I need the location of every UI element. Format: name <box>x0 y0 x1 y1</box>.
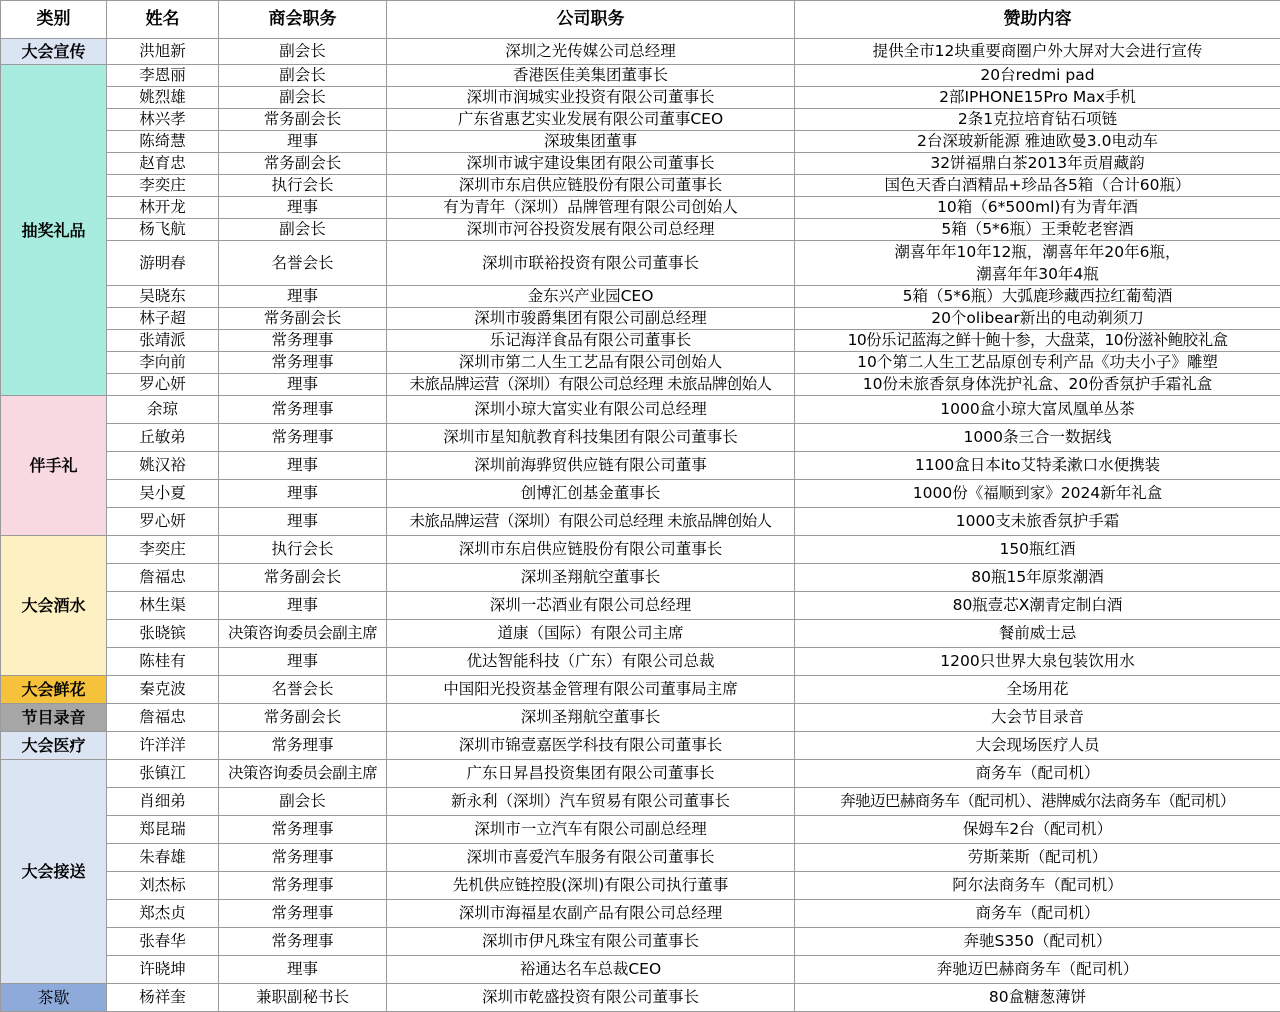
table-row <box>1 175 1280 197</box>
chamber-role-cell: 常务副会长 <box>219 564 387 592</box>
header-company-position: 公司职务 <box>387 1 795 39</box>
sponsorship-cell: 10份未旅香氛身体洗护礼盒、20份香氛护手霜礼盒 <box>795 374 1280 396</box>
table-row <box>1 308 1280 330</box>
table-row <box>1 39 1280 65</box>
company-position-cell: 深圳市伊凡珠宝有限公司董事长 <box>387 928 795 956</box>
chamber-role-cell: 常务理事 <box>219 330 387 352</box>
table-row <box>1 760 1280 788</box>
name-cell: 张春华 <box>107 928 219 956</box>
sponsorship-cell: 商务车（配司机） <box>795 760 1280 788</box>
company-position-cell: 深圳市乾盛投资有限公司董事长 <box>387 984 795 1012</box>
name-cell: 詹福忠 <box>107 704 219 732</box>
chamber-role-cell: 理事 <box>219 956 387 984</box>
table-row <box>1 452 1280 480</box>
chamber-role-cell: 决策咨询委员会副主席 <box>219 760 387 788</box>
sponsorship-cell: 20台redmi pad <box>795 65 1280 87</box>
chamber-role-cell: 理事 <box>219 286 387 308</box>
company-position-cell: 先机供应链控股(深圳)有限公司执行董事 <box>387 872 795 900</box>
table-row <box>1 65 1280 87</box>
chamber-role-cell: 常务理事 <box>219 900 387 928</box>
table-row <box>1 592 1280 620</box>
table-row <box>1 131 1280 153</box>
table-row <box>1 480 1280 508</box>
table-row <box>1 816 1280 844</box>
table-row <box>1 508 1280 536</box>
sponsorship-cell: 1200只世界大泉包装饮用水 <box>795 648 1280 676</box>
sponsor-table-body <box>1 39 1280 1012</box>
company-position-cell: 深圳市润城实业投资有限公司董事长 <box>387 87 795 109</box>
sponsorship-cell: 10箱（6*500ml)有为青年酒 <box>795 197 1280 219</box>
chamber-role-cell: 常务理事 <box>219 872 387 900</box>
table-row <box>1 956 1280 984</box>
category-cell: 大会酒水 <box>1 536 107 676</box>
company-position-cell: 新永利（深圳）汽车贸易有限公司董事长 <box>387 788 795 816</box>
category-cell: 茶歇 <box>1 984 107 1012</box>
table-row <box>1 984 1280 1012</box>
company-position-cell: 深圳圣翔航空董事长 <box>387 704 795 732</box>
header-name: 姓名 <box>107 1 219 39</box>
name-cell: 游明春 <box>107 241 219 286</box>
table-row <box>1 330 1280 352</box>
table-row <box>1 153 1280 175</box>
chamber-role-cell: 副会长 <box>219 219 387 241</box>
name-cell: 林兴孝 <box>107 109 219 131</box>
name-cell: 李向前 <box>107 352 219 374</box>
table-row <box>1 732 1280 760</box>
table-row <box>1 374 1280 396</box>
company-position-cell: 深圳一芯酒业有限公司总经理 <box>387 592 795 620</box>
sponsorship-cell: 餐前威士忌 <box>795 620 1280 648</box>
sponsorship-cell: 1000盒小琼大富凤凰单丛茶 <box>795 396 1280 424</box>
chamber-role-cell: 执行会长 <box>219 536 387 564</box>
sponsorship-cell: 奔驰迈巴赫商务车（配司机） <box>795 956 1280 984</box>
sponsorship-cell: 奔驰S350（配司机） <box>795 928 1280 956</box>
name-cell: 罗心妍 <box>107 508 219 536</box>
name-cell: 李奕庄 <box>107 175 219 197</box>
company-position-cell: 深圳市锦壹嘉医学科技有限公司董事长 <box>387 732 795 760</box>
table-row <box>1 620 1280 648</box>
header-category: 类别 <box>1 1 107 39</box>
sponsorship-cell: 劳斯莱斯（配司机） <box>795 844 1280 872</box>
company-position-cell: 深圳市骏爵集团有限公司副总经理 <box>387 308 795 330</box>
table-row <box>1 424 1280 452</box>
chamber-role-cell: 理事 <box>219 648 387 676</box>
chamber-role-cell: 理事 <box>219 374 387 396</box>
name-cell: 林子超 <box>107 308 219 330</box>
chamber-role-cell: 兼职副秘书长 <box>219 984 387 1012</box>
name-cell: 许洋洋 <box>107 732 219 760</box>
sponsorship-cell: 80瓶壹芯X潮青定制白酒 <box>795 592 1280 620</box>
sponsorship-cell: 阿尔法商务车（配司机） <box>795 872 1280 900</box>
company-position-cell: 深圳市一立汽车有限公司副总经理 <box>387 816 795 844</box>
company-position-cell: 未旅品牌运营（深圳）有限公司总经理 未旅品牌创始人 <box>387 374 795 396</box>
header-row <box>1 1 1280 39</box>
name-cell: 丘敏弟 <box>107 424 219 452</box>
header-chamber-role: 商会职务 <box>219 1 387 39</box>
company-position-cell: 深圳之光传媒公司总经理 <box>387 39 795 65</box>
name-cell: 姚烈雄 <box>107 87 219 109</box>
sponsorship-cell: 商务车（配司机） <box>795 900 1280 928</box>
name-cell: 许晓坤 <box>107 956 219 984</box>
name-cell: 余琼 <box>107 396 219 424</box>
company-position-cell: 深圳市河谷投资发展有限公司总经理 <box>387 219 795 241</box>
table-row <box>1 219 1280 241</box>
name-cell: 吴小夏 <box>107 480 219 508</box>
chamber-role-cell: 常务副会长 <box>219 704 387 732</box>
category-cell: 大会接送 <box>1 760 107 984</box>
company-position-cell: 乐记海洋食品有限公司董事长 <box>387 330 795 352</box>
chamber-role-cell: 名誉会长 <box>219 676 387 704</box>
company-position-cell: 道康（国际）有限公司主席 <box>387 620 795 648</box>
name-cell: 李恩丽 <box>107 65 219 87</box>
chamber-role-cell: 副会长 <box>219 65 387 87</box>
table-row <box>1 676 1280 704</box>
company-position-cell: 深圳小琼大富实业有限公司总经理 <box>387 396 795 424</box>
company-position-cell: 深玻集团董事 <box>387 131 795 153</box>
chamber-role-cell: 常务理事 <box>219 844 387 872</box>
sponsorship-cell: 5箱（5*6瓶）大弧鹿珍藏西拉红葡萄酒 <box>795 286 1280 308</box>
name-cell: 杨祥奎 <box>107 984 219 1012</box>
company-position-cell: 深圳市海福星农副产品有限公司总经理 <box>387 900 795 928</box>
company-position-cell: 深圳市喜爱汽车服务有限公司董事长 <box>387 844 795 872</box>
name-cell: 秦克波 <box>107 676 219 704</box>
name-cell: 杨飞航 <box>107 219 219 241</box>
chamber-role-cell: 名誉会长 <box>219 241 387 286</box>
company-position-cell: 深圳市星知航教育科技集团有限公司董事长 <box>387 424 795 452</box>
name-cell: 陈绮慧 <box>107 131 219 153</box>
chamber-role-cell: 常务副会长 <box>219 109 387 131</box>
chamber-role-cell: 常务理事 <box>219 424 387 452</box>
sponsorship-cell: 国色天香白酒精品+珍品各5箱（合计60瓶） <box>795 175 1280 197</box>
chamber-role-cell: 理事 <box>219 452 387 480</box>
sponsorship-cell: 1000份《福顺到家》2024新年礼盒 <box>795 480 1280 508</box>
sponsorship-cell: 5箱（5*6瓶）王秉乾老窖酒 <box>795 219 1280 241</box>
company-position-cell: 有为青年（深圳）品牌管理有限公司创始人 <box>387 197 795 219</box>
chamber-role-cell: 决策咨询委员会副主席 <box>219 620 387 648</box>
table-row <box>1 109 1280 131</box>
table-row <box>1 564 1280 592</box>
header-sponsorship: 赞助内容 <box>795 1 1280 39</box>
chamber-role-cell: 常务理事 <box>219 816 387 844</box>
name-cell: 刘杰标 <box>107 872 219 900</box>
company-position-cell: 深圳市诚宇建设集团有限公司董事长 <box>387 153 795 175</box>
category-cell: 大会医疗 <box>1 732 107 760</box>
sponsorship-cell: 大会节目录音 <box>795 704 1280 732</box>
chamber-role-cell: 常务副会长 <box>219 308 387 330</box>
sponsorship-cell: 奔驰迈巴赫商务车（配司机）、港牌威尔法商务车（配司机） <box>795 788 1280 816</box>
chamber-role-cell: 执行会长 <box>219 175 387 197</box>
company-position-cell: 未旅品牌运营（深圳）有限公司总经理 未旅品牌创始人 <box>387 508 795 536</box>
chamber-role-cell: 常务理事 <box>219 396 387 424</box>
company-position-cell: 深圳市第二人生工艺品有限公司创始人 <box>387 352 795 374</box>
company-position-cell: 优达智能科技（广东）有限公司总裁 <box>387 648 795 676</box>
name-cell: 吴晓东 <box>107 286 219 308</box>
sponsorship-cell: 全场用花 <box>795 676 1280 704</box>
chamber-role-cell: 副会长 <box>219 87 387 109</box>
company-position-cell: 深圳市东启供应链股份有限公司董事长 <box>387 175 795 197</box>
name-cell: 张镇江 <box>107 760 219 788</box>
name-cell: 洪旭新 <box>107 39 219 65</box>
chamber-role-cell: 理事 <box>219 480 387 508</box>
name-cell: 肖细弟 <box>107 788 219 816</box>
category-cell: 大会鲜花 <box>1 676 107 704</box>
name-cell: 罗心妍 <box>107 374 219 396</box>
table-row <box>1 87 1280 109</box>
sponsorship-cell: 潮喜年年10年12瓶，潮喜年年20年6瓶， 潮喜年年30年4瓶 <box>795 241 1280 286</box>
name-cell: 赵育忠 <box>107 153 219 175</box>
table-row <box>1 928 1280 956</box>
sponsorship-cell: 80瓶15年原浆潮酒 <box>795 564 1280 592</box>
chamber-role-cell: 常务副会长 <box>219 153 387 175</box>
name-cell: 林开龙 <box>107 197 219 219</box>
company-position-cell: 广东省惠艺实业发展有限公司董事CEO <box>387 109 795 131</box>
company-position-cell: 深圳前海骅贸供应链有限公司董事 <box>387 452 795 480</box>
company-position-cell: 裕通达名车总裁CEO <box>387 956 795 984</box>
company-position-cell: 香港医佳美集团董事长 <box>387 65 795 87</box>
category-cell: 伴手礼 <box>1 396 107 536</box>
company-position-cell: 广东日昇昌投资集团有限公司董事长 <box>387 760 795 788</box>
name-cell: 郑昆瑞 <box>107 816 219 844</box>
sponsorship-cell: 20个olibear新出的电动剃须刀 <box>795 308 1280 330</box>
chamber-role-cell: 理事 <box>219 131 387 153</box>
table-row <box>1 536 1280 564</box>
sponsorship-cell: 32饼福鼎白茶2013年贡眉藏韵 <box>795 153 1280 175</box>
category-cell: 大会宣传 <box>1 39 107 65</box>
table-row <box>1 844 1280 872</box>
name-cell: 郑杰贞 <box>107 900 219 928</box>
name-cell: 陈桂有 <box>107 648 219 676</box>
sponsorship-cell: 2台深玻新能源 雅迪欧曼3.0电动车 <box>795 131 1280 153</box>
table-row <box>1 704 1280 732</box>
company-position-cell: 深圳市联裕投资有限公司董事长 <box>387 241 795 286</box>
sponsorship-cell: 1100盒日本ito艾特柔漱口水便携装 <box>795 452 1280 480</box>
table-row <box>1 352 1280 374</box>
company-position-cell: 金东兴产业园CEO <box>387 286 795 308</box>
sponsorship-cell: 2部IPHONE15Pro Max手机 <box>795 87 1280 109</box>
chamber-role-cell: 副会长 <box>219 39 387 65</box>
chamber-role-cell: 理事 <box>219 508 387 536</box>
table-row <box>1 396 1280 424</box>
name-cell: 张靖派 <box>107 330 219 352</box>
table-row <box>1 788 1280 816</box>
chamber-role-cell: 理事 <box>219 592 387 620</box>
name-cell: 李奕庄 <box>107 536 219 564</box>
chamber-role-cell: 副会长 <box>219 788 387 816</box>
sponsorship-cell: 保姆车2台（配司机） <box>795 816 1280 844</box>
table-row <box>1 648 1280 676</box>
table-row <box>1 197 1280 219</box>
name-cell: 姚汉裕 <box>107 452 219 480</box>
name-cell: 朱春雄 <box>107 844 219 872</box>
sponsorship-cell: 提供全市12块重要商圈户外大屏对大会进行宣传 <box>795 39 1280 65</box>
name-cell: 林生渠 <box>107 592 219 620</box>
name-cell: 詹福忠 <box>107 564 219 592</box>
sponsorship-cell: 2条1克拉培育钻石项链 <box>795 109 1280 131</box>
company-position-cell: 深圳圣翔航空董事长 <box>387 564 795 592</box>
table-row <box>1 900 1280 928</box>
company-position-cell: 创博汇创基金董事长 <box>387 480 795 508</box>
chamber-role-cell: 常务理事 <box>219 732 387 760</box>
chamber-role-cell: 常务理事 <box>219 352 387 374</box>
table-row <box>1 241 1280 286</box>
table-row <box>1 872 1280 900</box>
category-cell: 节目录音 <box>1 704 107 732</box>
name-cell: 张晓镔 <box>107 620 219 648</box>
sponsorship-cell: 10个第二人生工艺品原创专利产品《功夫小子》雕塑 <box>795 352 1280 374</box>
sponsorship-cell: 150瓶红酒 <box>795 536 1280 564</box>
category-cell: 抽奖礼品 <box>1 65 107 396</box>
company-position-cell: 中国阳光投资基金管理有限公司董事局主席 <box>387 676 795 704</box>
sponsorship-cell: 80盒糖葱薄饼 <box>795 984 1280 1012</box>
sponsorship-cell: 1000条三合一数据线 <box>795 424 1280 452</box>
table-row <box>1 286 1280 308</box>
sponsorship-cell: 1000支未旅香氛护手霜 <box>795 508 1280 536</box>
chamber-role-cell: 常务理事 <box>219 928 387 956</box>
sponsorship-cell: 大会现场医疗人员 <box>795 732 1280 760</box>
chamber-role-cell: 理事 <box>219 197 387 219</box>
sponsorship-cell: 10份乐记蓝海之鲜十鲍十参，大盘菜，10份滋补鲍胶礼盒 <box>795 330 1280 352</box>
company-position-cell: 深圳市东启供应链股份有限公司董事长 <box>387 536 795 564</box>
